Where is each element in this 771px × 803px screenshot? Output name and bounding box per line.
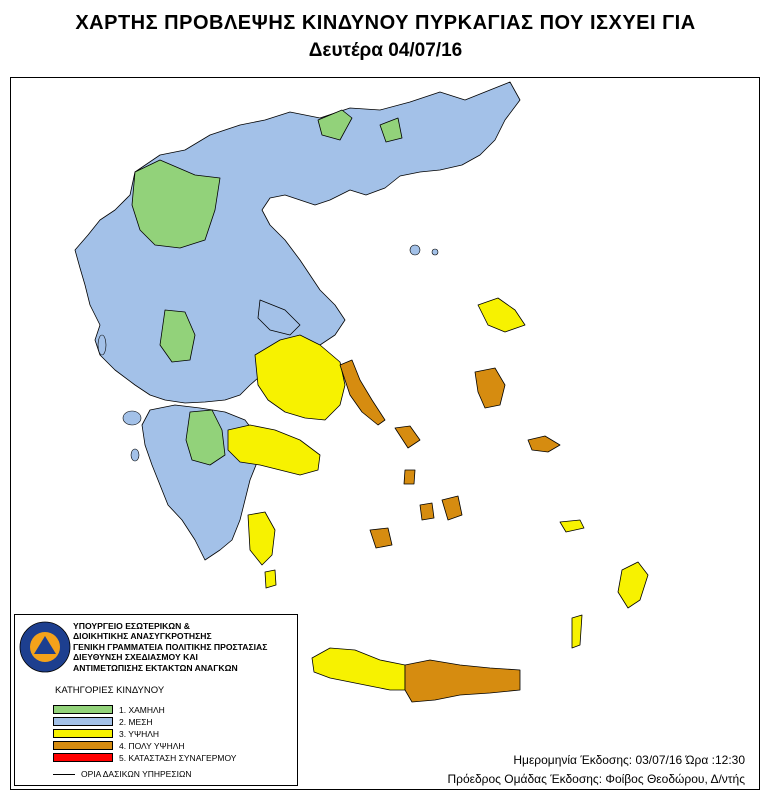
ministry-text <box>73 621 297 673</box>
ministry-line: ΔΙΟΙΚΗΤΙΚΗΣ ΑΝΑΣΥΓΚΡΟΤΗΣΗΣ <box>73 631 212 642</box>
very-high-risk-cyclades-4 <box>404 470 415 484</box>
high-risk-central-east <box>255 335 345 420</box>
very-high-risk-cyclades-2 <box>370 528 392 548</box>
high-risk-lemnos <box>478 298 525 332</box>
map-title: ΧΑΡΤΗΣ ΠΡΟΒΛΕΨΗΣ ΚΙΝΔΥΝΟΥ ΠΥΡΚΑΓΙΑΣ ΠΟΥ ΙΣΧΥΕΙ ΓΙΑ <box>75 12 696 34</box>
ministry-line: ΔΙΕΥΘΥΝΣΗ ΣΧΕΔΙΑΣΜΟΥ ΚΑΙ <box>73 652 198 663</box>
civil-protection-logo <box>19 621 71 673</box>
legend-swatch <box>53 729 113 738</box>
legend-swatch <box>53 753 113 762</box>
very-high-risk-cyclades-1 <box>442 496 462 520</box>
island-samothraki <box>432 249 438 255</box>
legend-boundaries: ΟΡΙΑ ΔΑΣΙΚΩΝ ΥΠΗΡΕΣΙΩΝ <box>53 769 191 779</box>
legend-box <box>14 614 298 786</box>
high-risk-laconia <box>248 512 275 565</box>
ministry-line: ΥΠΟΥΡΓΕΙΟ ΕΣΩΤΕΡΙΚΩΝ & <box>73 621 190 631</box>
very-high-risk-cyclades-3 <box>420 503 434 520</box>
ministry-line: ΓΕΝΙΚΗ ΓΡΑΜΜΑΤΕΙΑ ΠΟΛΙΤΙΚΗΣ ΠΡΟΣΤΑΣΙΑΣ <box>73 641 268 652</box>
crete-east <box>405 660 520 702</box>
issue-date: Ημερομηνία Έκδοσης: 03/07/16 Ώρα :12:30 <box>513 753 745 767</box>
map-date: Δευτέρα 04/07/16 <box>308 40 463 61</box>
legend-swatch <box>53 705 113 714</box>
high-risk-rhodes <box>618 562 648 608</box>
categories-title: ΚΑΤΗΓΟΡΙΕΣ ΚΙΝΔΥΝΟΥ <box>55 685 165 696</box>
boundary-line-icon <box>53 774 75 775</box>
crete-west <box>312 648 405 690</box>
legend-item-alarm: 5. ΚΑΤΑΣΤΑΣΗ ΣΥΝΑΓΕΡΜΟΥ <box>53 751 236 763</box>
ministry-line: ΑΝΤΙΜΕΤΩΠΙΣΗΣ ΕΚΤΑΚΤΩΝ ΑΝΑΓΚΩΝ <box>73 662 238 673</box>
high-risk-kythira <box>265 570 276 588</box>
legend-swatch <box>53 717 113 726</box>
legend-item-low: 1. ΧΑΜΗΛΗ <box>53 703 165 715</box>
island-kefalonia <box>123 411 141 425</box>
high-risk-kos <box>560 520 584 532</box>
legend-item-very-high: 4. ΠΟΛΥ ΥΨΗΛΗ <box>53 739 185 751</box>
island-thassos <box>410 245 420 255</box>
very-high-risk-evia <box>340 360 385 425</box>
very-high-risk-samos <box>528 436 560 452</box>
legend-swatch <box>53 741 113 750</box>
issue-author: Πρόεδρος Ομάδας Έκδοσης: Φοίβος Θεοδώρου, Δ/ντής <box>447 772 745 786</box>
legend-item-high: 3. ΥΨΗΛΗ <box>53 727 159 739</box>
island-corfu <box>98 335 106 355</box>
high-risk-karpathos <box>572 615 582 648</box>
island-zakynthos <box>131 449 139 461</box>
very-high-risk-chios <box>395 426 420 448</box>
very-high-risk-lesvos <box>475 368 505 408</box>
legend-item-medium: 2. ΜΕΣΗ <box>53 715 153 727</box>
